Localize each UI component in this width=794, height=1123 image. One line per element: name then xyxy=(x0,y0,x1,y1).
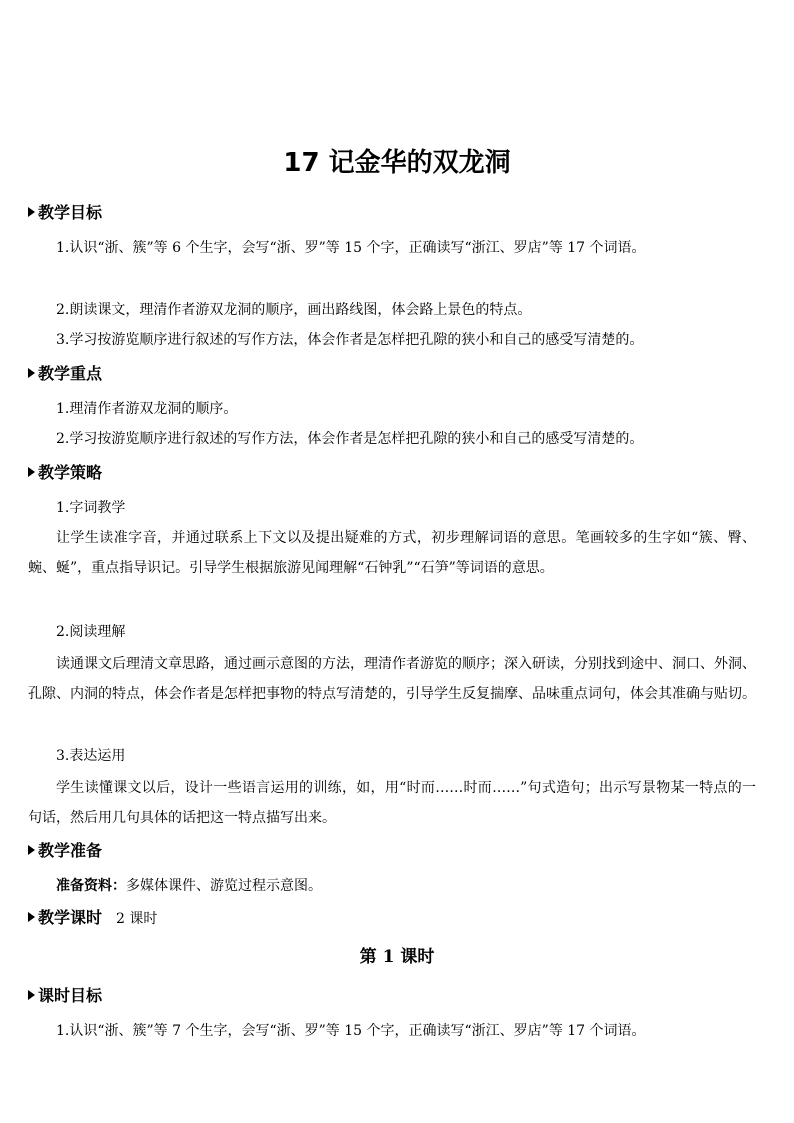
preparation-text: 多媒体课件、游览过程示意图。 xyxy=(126,878,322,894)
preparation-label: 准备资料： xyxy=(56,878,126,894)
lesson-goals-item-1: 1.认识“浙、簇”等 7 个生字，会写“浙、罗”等 15 个字，正确读写“浙江、罗店”等 17 个词语。 xyxy=(56,1023,646,1039)
triangle-bullet-icon xyxy=(28,845,35,855)
strategy-subheading-1: 1.字词教学 xyxy=(56,500,126,516)
triangle-bullet-icon xyxy=(28,990,35,1000)
goals-item-2: 2.朗读课文，理清作者游双龙洞的顺序，画出路线图，体会路上景色的特点。 xyxy=(56,302,532,318)
key-points-item-2: 2.学习按游览顺序进行叙述的写作方法，体会作者是怎样把孔隙的狭小和自己的感受写清楚的。 xyxy=(56,431,644,447)
strategy-subheading-2: 2.阅读理解 xyxy=(56,624,126,640)
section-heading-key-points: 教学重点 xyxy=(28,361,102,387)
triangle-bullet-icon xyxy=(28,368,35,378)
section-heading-lesson-goals: 课时目标 xyxy=(28,983,102,1009)
section-heading-strategy: 教学策略 xyxy=(28,460,102,486)
strategy-paragraph-2: 读通课文后理清文章思路，通过画示意图的方法，理清作者游览的顺序；深入研读，分别找到途中、洞口、外洞、孔隙、内洞的特点，体会作者是怎样把事物的特点写清楚的，引导学生反复揣摩、品味重点词句，体会其准确与贴切。 xyxy=(28,656,756,702)
triangle-bullet-icon xyxy=(28,467,35,477)
section-heading-hours: 教学课时 2 课时 xyxy=(28,905,157,932)
hours-value: 2 课时 xyxy=(116,911,158,927)
goals-item-3: 3.学习按游览顺序进行叙述的写作方法，体会作者是怎样把孔隙的狭小和自己的感受写清楚的。 xyxy=(56,332,644,348)
section-heading-goals: 教学目标 xyxy=(28,200,102,226)
page-title: 17 记金华的双龙洞 xyxy=(283,148,511,178)
goals-item-1: 1.认识“浙、簇”等 6 个生字，会写“浙、罗”等 15 个字，正确读写“浙江、罗店”等 17 个词语。 xyxy=(56,240,646,256)
strategy-paragraph-1: 让学生读准字音，并通过联系上下文以及提出疑难的方式，初步理解词语的意思。笔画较多的生字如“簇、臀、蜿、蜒”，重点指导识记。引导学生根据旅游见闻理解“石钟乳”“石笋”等词语的意思。 xyxy=(28,530,756,576)
section-heading-preparation: 教学准备 xyxy=(28,838,102,864)
strategy-subheading-3: 3.表达运用 xyxy=(56,748,126,764)
strategy-paragraph-3: 学生读懂课文以后，设计一些语言运用的训练，如，用“时而……时而……”句式造句；出示写景物某一特点的一句话，然后用几句具体的话把这一特点描写出来。 xyxy=(28,780,756,826)
preparation-paragraph xyxy=(28,871,756,901)
key-points-item-1: 1.理清作者游双龙洞的顺序。 xyxy=(56,401,238,417)
triangle-bullet-icon xyxy=(28,207,35,217)
triangle-bullet-icon xyxy=(28,912,35,922)
lesson-title: 第 1 课时 xyxy=(359,947,435,967)
